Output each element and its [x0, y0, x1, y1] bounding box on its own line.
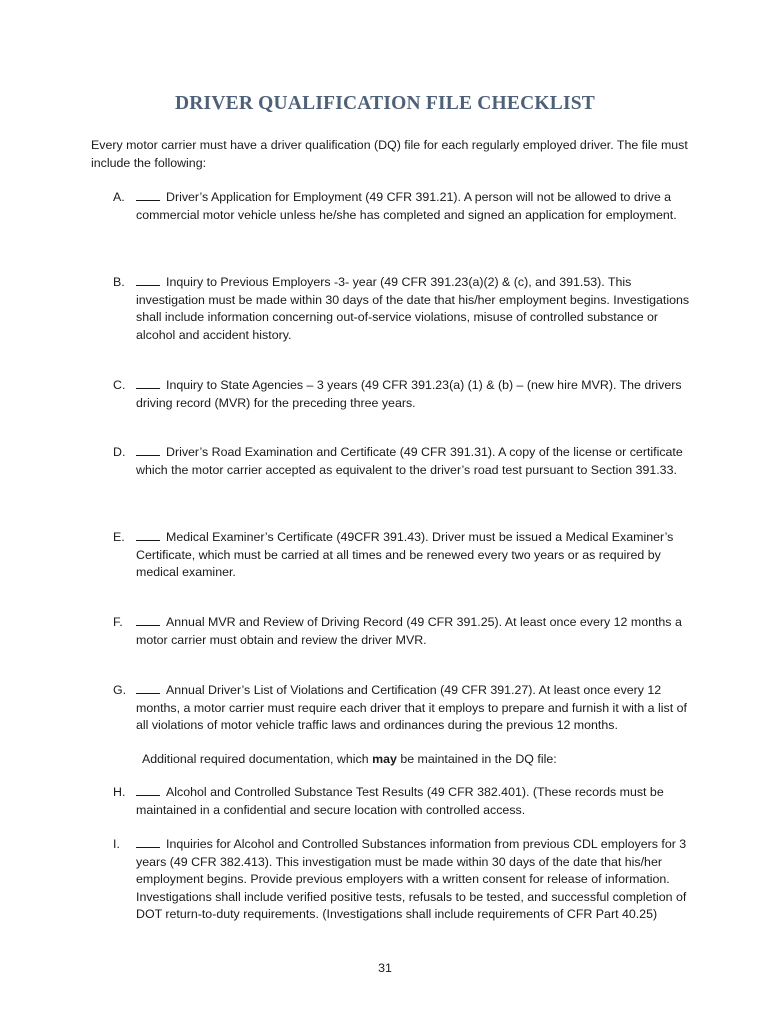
item-text: Alcohol and Controlled Substance Test Results (49 CFR 382.401). (These records must be maintained in a confidential and secure location with controlled access. — [136, 785, 664, 817]
page-title: DRIVER QUALIFICATION FILE CHECKLIST — [174, 93, 595, 114]
checkbox-blank[interactable] — [136, 189, 160, 201]
checkbox-blank[interactable] — [136, 444, 160, 456]
item-letter: D. — [113, 445, 126, 459]
item-text: Driver’s Application for Employment (49 CFR 391.21). A person will not be allowed to drive a commercial motor vehicle unless he/she has completed and signed an application for employment. — [136, 190, 677, 222]
item-text: Annual Driver’s List of Violations and Certification (49 CFR 391.27). At least once every 12 months, a motor carrier must require each driver that it employs to prepare and furnish it with a list of all violations of motor vehicle traffic laws and ordinances during the previous 12 months. — [136, 683, 687, 732]
checkbox-blank[interactable] — [136, 529, 160, 541]
item-letter: F. — [113, 615, 123, 629]
item-text: Inquiry to State Agencies – 3 years (49 CFR 391.23(a) (1) & (b) – (new hire MVR). The drivers driving record (MVR) for the preceding three years. — [136, 378, 682, 410]
item-letter: A. — [113, 190, 125, 204]
item-letter: C. — [113, 378, 126, 392]
item-letter: G. — [113, 683, 127, 697]
item-letter: B. — [113, 275, 125, 289]
checkbox-blank[interactable] — [136, 784, 160, 796]
item-letter: E. — [113, 530, 125, 544]
item-text: Driver’s Road Examination and Certificate (49 CFR 391.31). A copy of the license or certificate which the motor carrier accepted as equivalent to the driver’s road test pursuant to Section 391.33. — [136, 445, 683, 477]
note-after: be maintained in the DQ file: — [396, 752, 557, 766]
item-letter: I. — [113, 837, 120, 851]
checkbox-blank[interactable] — [136, 682, 160, 694]
item-text: Medical Examiner’s Certificate (49CFR 391.43). Driver must be issued a Medical Examiner’s Certificate, which must be carried at all times and be renewed every two years or as required by medical examiner. — [136, 530, 674, 579]
intro-paragraph: Every motor carrier must have a driver qualification (DQ) file for each regularly employed driver. The file must include the following: — [91, 138, 688, 170]
item-text: Inquiries for Alcohol and Controlled Substances information from previous CDL employers for 3 years (49 CFR 382.413). This investigation must be made within 30 days of the date that his/her employment begins. Provide previous employers with a written consent for release of information. Investigations shall include verified positive tests, refusals to be tested, and successful completion of DOT return-to-duty requirements. (Investigations shall include requirements of CFR Part 40.25) — [136, 837, 687, 921]
note-emphasis: may — [372, 752, 397, 766]
note-before: Additional required documentation, which — [142, 752, 373, 766]
checkbox-blank[interactable] — [136, 274, 160, 286]
additional-documentation-note — [142, 751, 557, 769]
item-text: Annual MVR and Review of Driving Record (49 CFR 391.25). At least once every 12 months a motor carrier must obtain and review the driver MVR. — [136, 615, 682, 647]
checkbox-blank[interactable] — [136, 377, 160, 389]
item-text: Inquiry to Previous Employers -3- year (49 CFR 391.23(a)(2) & (c), and 391.53). This investigation must be made within 30 days of the date that his/her employment begins. Investigations shall include information concerning out-of-service violations, misuse of controlled substance or alcohol and accident history. — [136, 275, 690, 342]
page-number: 31 — [378, 961, 392, 975]
checkbox-blank[interactable] — [136, 836, 160, 848]
item-letter: H. — [113, 785, 126, 799]
checkbox-blank[interactable] — [136, 614, 160, 626]
